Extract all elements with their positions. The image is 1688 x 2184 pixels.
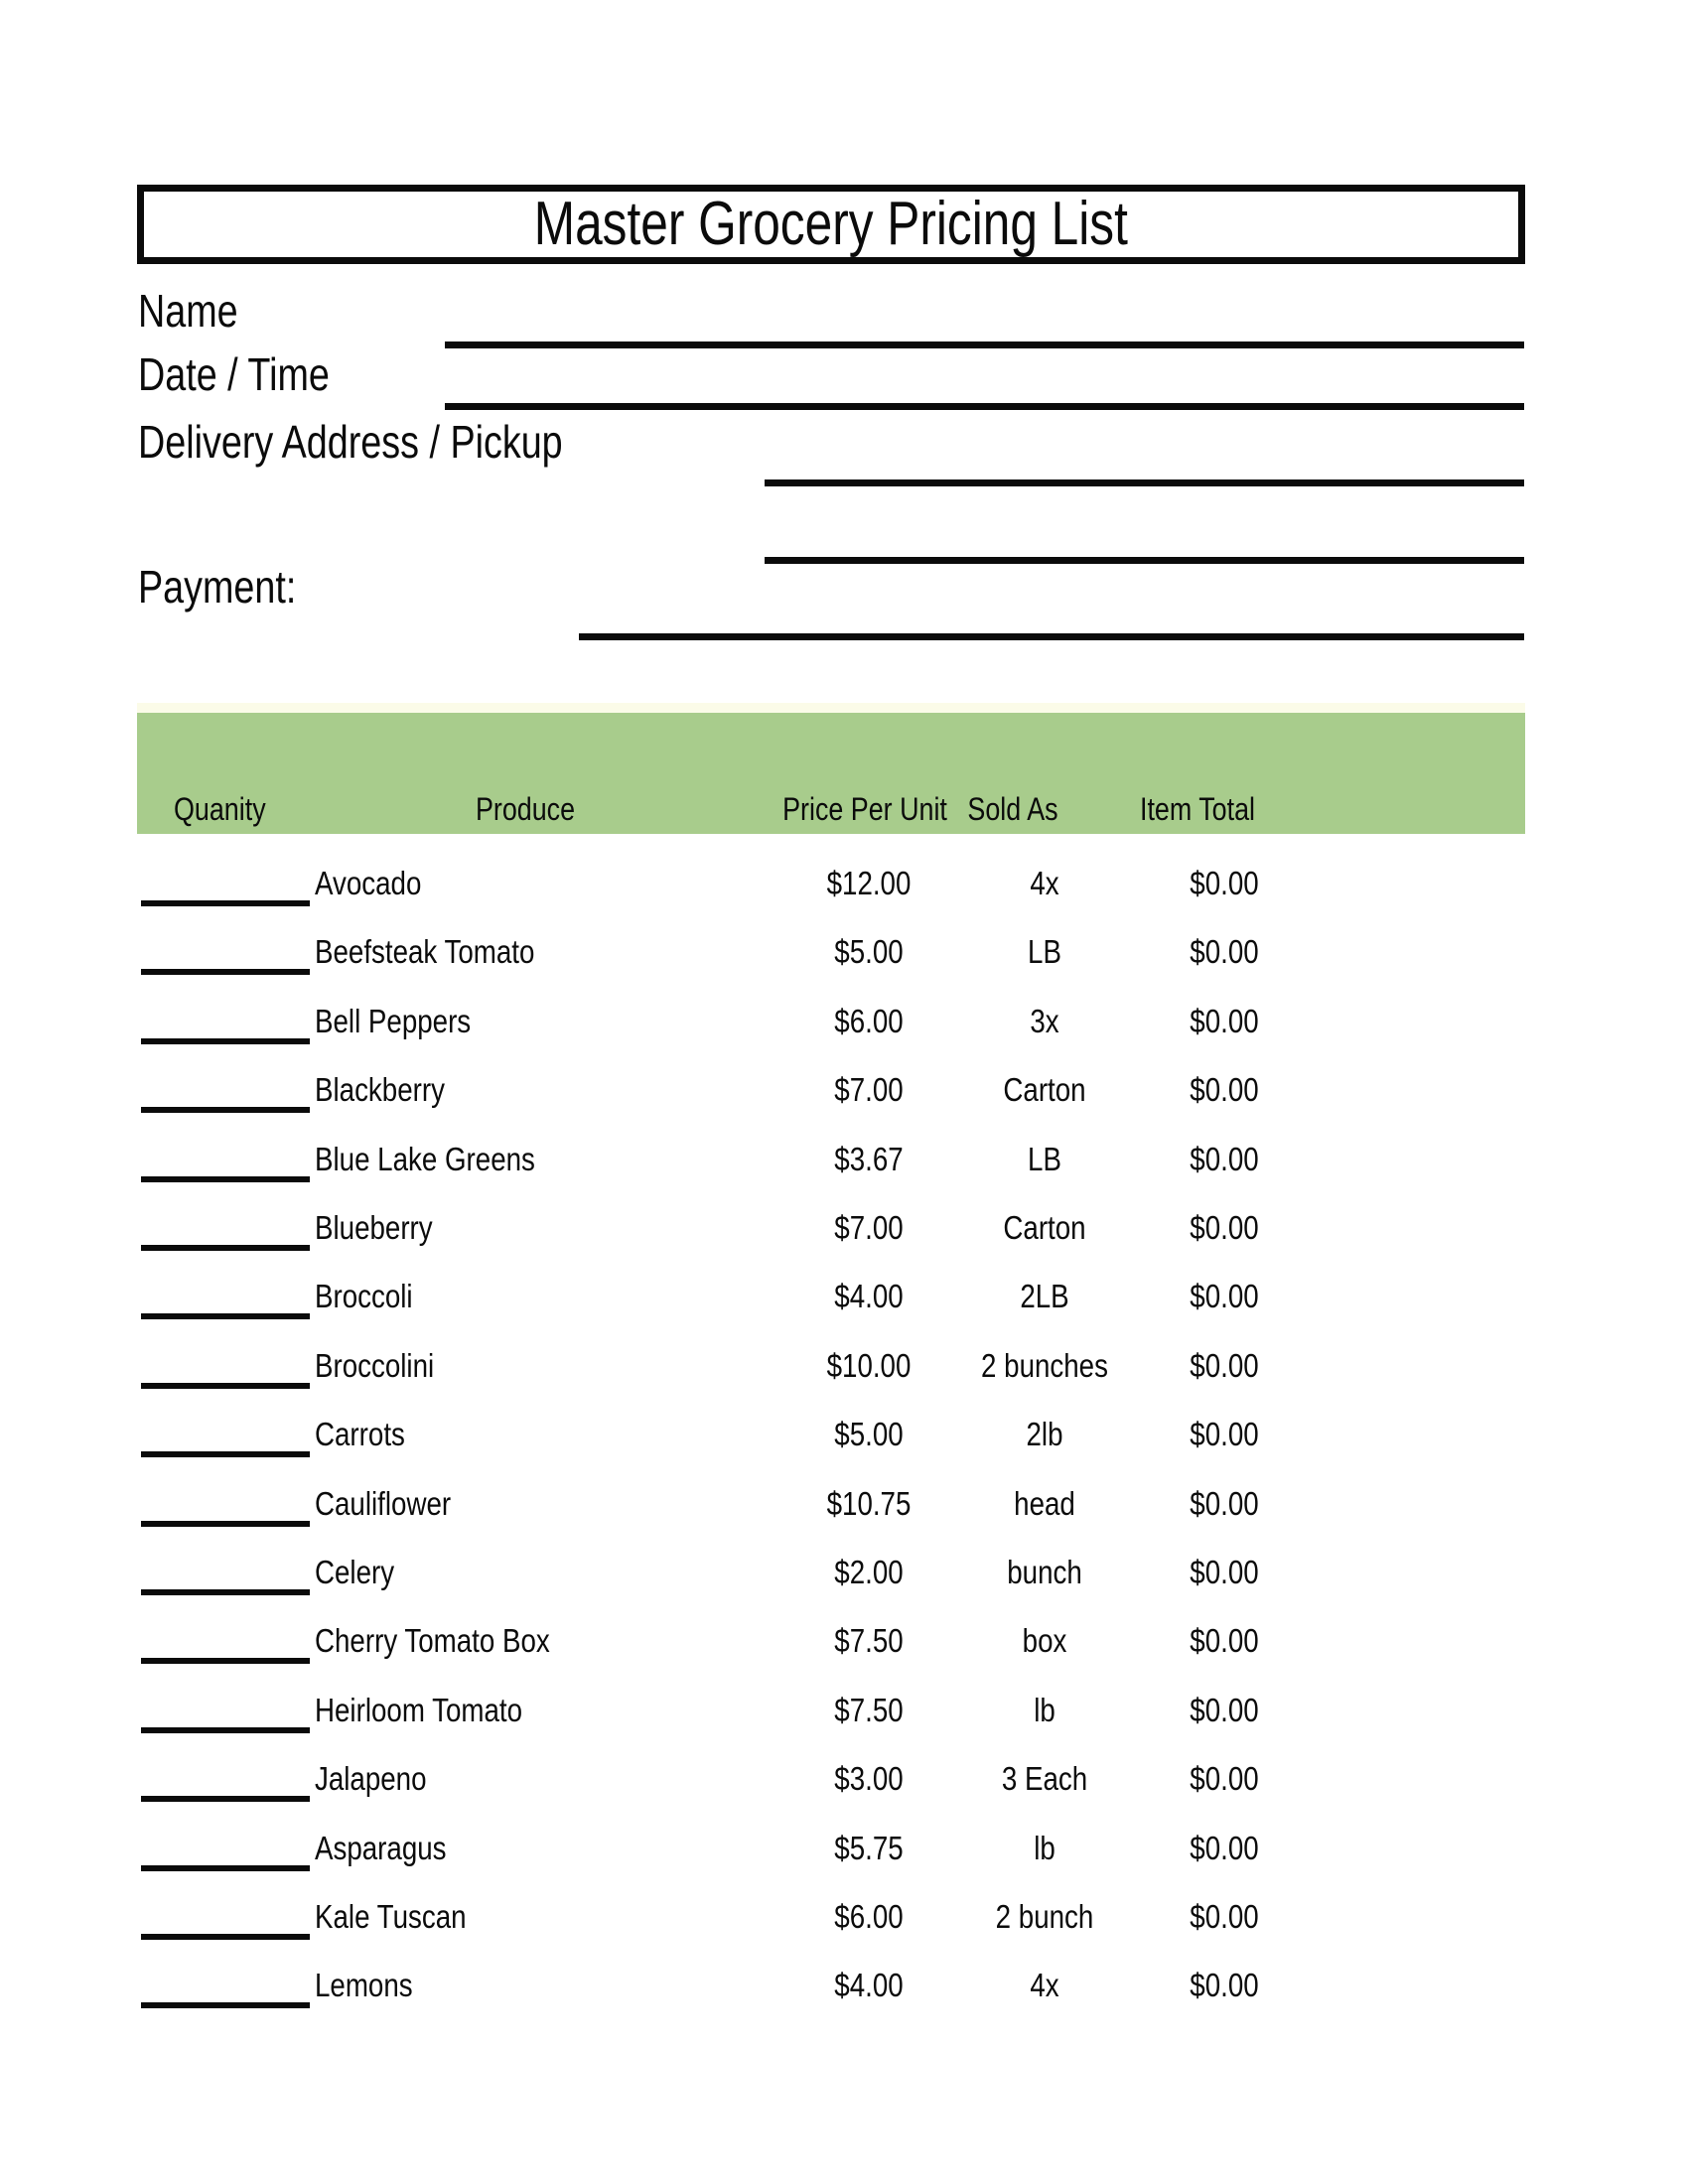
produce-name: Cauliflower [315,1484,452,1522]
page-title: Master Grocery Pricing List [533,190,1129,258]
column-header-item-total: Item Total [1139,791,1256,827]
item-total: $0.00 [1190,1898,1259,1935]
item-total: $0.00 [1190,1554,1259,1590]
sold-as-unit: Carton [1003,1071,1086,1109]
table-row [137,1936,1525,2005]
table-row [137,1110,1525,1179]
date-time-blank-line [445,403,1524,410]
price-per-unit: $5.00 [834,1416,904,1453]
column-header-sold-as: Sold As [967,791,1058,827]
sold-as-unit: lb [1034,1691,1055,1728]
sold-as-unit: 2lb [1026,1416,1063,1453]
delivery-address-label: Delivery Address / Pickup [138,416,563,468]
name-label: Name [138,285,238,337]
sold-as-unit: 4x [1030,865,1059,901]
header-top-strip [137,703,1525,713]
item-total: $0.00 [1190,1622,1259,1660]
table-row [137,1040,1525,1110]
sold-as-unit: 3 Each [1001,1760,1088,1798]
table-header [137,713,1525,834]
delivery-blank-line-2 [765,557,1524,564]
item-total: $0.00 [1190,1691,1259,1728]
price-per-unit: $6.00 [834,1898,904,1935]
item-total: $0.00 [1190,1760,1259,1798]
produce-name: Jalapeno [315,1760,427,1798]
item-total: $0.00 [1190,1484,1259,1522]
table-row [137,972,1525,1041]
table-row [137,1316,1525,1386]
title-box [137,185,1525,264]
sold-as-unit: 2LB [1020,1278,1069,1315]
name-blank-line [445,341,1524,348]
table-row [137,1385,1525,1454]
produce-name: Cherry Tomato Box [315,1622,550,1660]
produce-name: Carrots [315,1416,405,1453]
table-body [137,834,1525,2010]
column-header-produce: Produce [475,791,576,827]
item-total: $0.00 [1190,1278,1259,1315]
sold-as-unit: Carton [1003,1209,1086,1246]
price-per-unit: $7.00 [834,1209,904,1246]
price-per-unit: $4.00 [834,1967,904,2004]
price-per-unit: $12.00 [826,865,912,901]
sold-as-unit: 3x [1030,1002,1059,1039]
payment-label: Payment: [138,561,297,613]
item-total: $0.00 [1190,1002,1259,1039]
table-row [137,1799,1525,1868]
produce-name: Beefsteak Tomato [315,933,535,971]
item-total: $0.00 [1190,1071,1259,1109]
table-row [137,1661,1525,1730]
produce-name: Avocado [315,865,422,901]
produce-name: Broccoli [315,1278,413,1315]
table-row [137,1867,1525,1937]
price-per-unit: $2.00 [834,1554,904,1590]
produce-name: Broccolini [315,1346,435,1384]
table-row [137,1247,1525,1316]
price-per-unit: $7.00 [834,1071,904,1109]
produce-name: Lemons [315,1967,413,2004]
produce-name: Celery [315,1554,395,1590]
produce-name: Heirloom Tomato [315,1691,523,1728]
table-row [137,902,1525,972]
price-per-unit: $4.00 [834,1278,904,1315]
delivery-blank-line-1 [765,479,1524,486]
table-row [137,1591,1525,1661]
price-per-unit: $10.75 [826,1484,912,1522]
sold-as-unit: box [1022,1622,1067,1660]
item-total: $0.00 [1190,865,1259,901]
table-row [137,1729,1525,1799]
item-total: $0.00 [1190,1967,1259,2004]
sold-as-unit: lb [1034,1829,1055,1866]
column-header-price: Price Per Unit [782,791,947,827]
price-per-unit: $5.75 [834,1829,904,1866]
date-time-label: Date / Time [138,348,330,400]
sold-as-unit: 4x [1030,1967,1059,2004]
produce-name: Blueberry [315,1209,433,1246]
price-per-unit: $5.00 [834,933,904,971]
price-per-unit: $7.50 [834,1622,904,1660]
item-total: $0.00 [1190,1416,1259,1453]
price-per-unit: $10.00 [826,1346,912,1384]
produce-name: Asparagus [315,1829,447,1866]
table-row [137,1454,1525,1524]
item-total: $0.00 [1190,1346,1259,1384]
price-per-unit: $3.00 [834,1760,904,1798]
produce-name: Blue Lake Greens [315,1140,535,1177]
quantity-blank-line [141,2002,310,2008]
column-header-quantity: Quanity [174,791,266,827]
produce-name: Kale Tuscan [315,1898,467,1935]
table-row [137,834,1525,903]
sold-as-unit: 2 bunch [995,1898,1094,1935]
sold-as-unit: LB [1028,933,1061,971]
item-total: $0.00 [1190,1209,1259,1246]
sold-as-unit: 2 bunches [981,1346,1108,1384]
sold-as-unit: LB [1028,1140,1061,1177]
produce-name: Blackberry [315,1071,445,1109]
item-total: $0.00 [1190,1140,1259,1177]
sold-as-unit: head [1014,1484,1075,1522]
sold-as-unit: bunch [1007,1554,1082,1590]
price-per-unit: $6.00 [834,1002,904,1039]
price-per-unit: $3.67 [834,1140,904,1177]
price-per-unit: $7.50 [834,1691,904,1728]
produce-name: Bell Peppers [315,1002,472,1039]
table-row [137,1523,1525,1592]
payment-blank-line [579,633,1524,640]
item-total: $0.00 [1190,933,1259,971]
table-row [137,1178,1525,1248]
item-total: $0.00 [1190,1829,1259,1866]
